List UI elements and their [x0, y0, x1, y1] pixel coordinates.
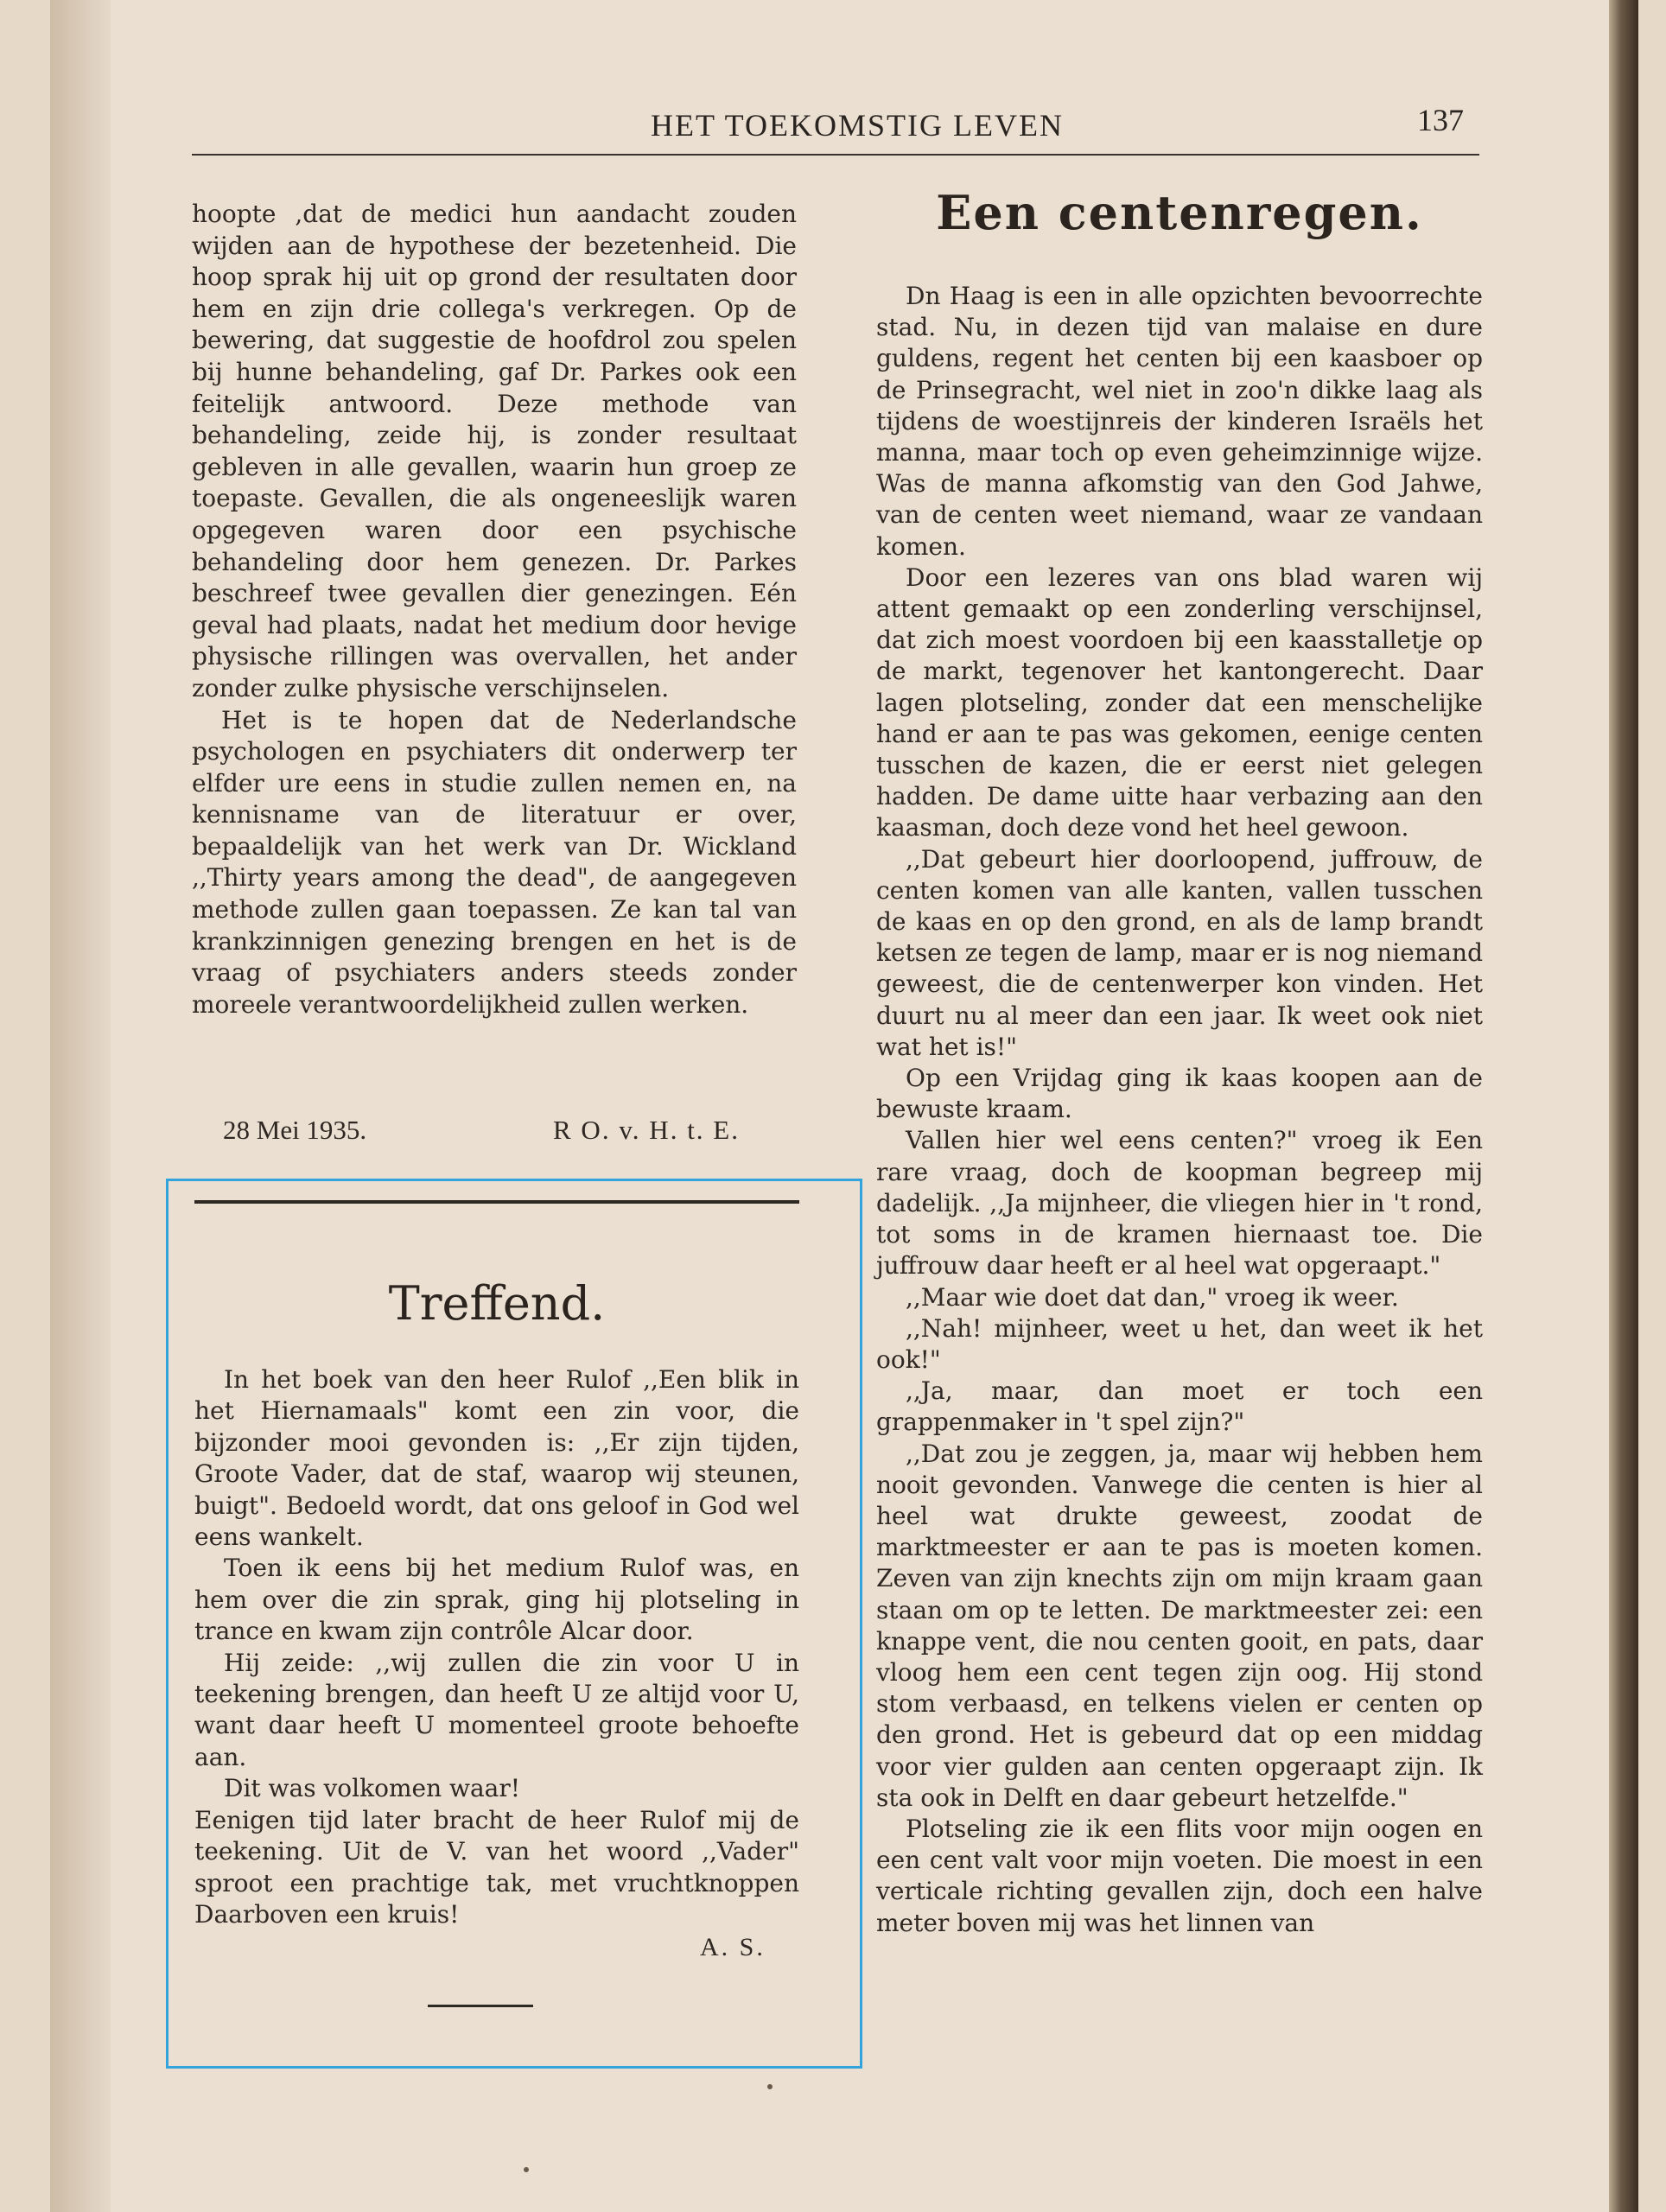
paragraph: Dit was volkomen waar!: [224, 1774, 520, 1803]
paragraph: hoopte ,dat de medici hun aandacht zouden wijden aan de hypothese der bezetenheid. Die hoop sprak hij uit op grond der resultaten door hem en zijn drie collega's verkregen. Op de bewering, dat suggestie de hoofdrol zou spelen bij hunne behandeling, gaf Dr. Parkes ook een feitelijk antwoord. Deze methode van behandeling, zeide hij, is zonder resultaat gebleven in alle gevallen, waarin hun groep ze toepaste. Gevallen, die als ongeneeslijk waren opgegeven waren door een psychische behandeling door hem genezen. Dr. Parkes beschreef twee gevallen dier genezingen. Eén geval had plaats, nadat het medium door hevige physische rillingen was overvallen, het ander zonder zulke physische verschijnselen.: [192, 200, 797, 702]
paragraph: In het boek van den heer Rulof ,,Een blik in het Hiernamaals" komt een zin voor, die bijzonder mooi gevonden is: ,,Er zijn tijden, Groote Vader, dat de staf, waarop wij steunen, buigt". Bedoeld wordt, dat ons geloof in God wel eens wankelt.: [194, 1365, 799, 1552]
article-signature: A. S.: [700, 1933, 766, 1961]
paragraph: Eenigen tijd later bracht de heer Rulof mij de teekening. Uit de V. van het woord ,,Vader" sproot een prachtige tak, met vruchtknoppen Daarboven een kruis!: [194, 1805, 799, 1929]
paragraph: Op een Vrijdag ging ik kaas koopen aan de bewuste kraam.: [876, 1064, 1483, 1124]
paragraph: Hij zeide: ,,wij zullen die zin voor U in teekening brengen, dan heeft U ze altijd voor U, want daar heeft U momenteel groote behoefte aan.: [194, 1648, 799, 1771]
book-edge: [1609, 0, 1638, 2212]
paragraph: ,,Dat gebeurt hier doorloopend, juffrouw, de centen komen van alle kanten, vallen tusschen de kaas en op den grond, en als de lamp brandt ketsen ze tegen de lamp, maar er is nog niemand geweest, die de centenwerper kon vinden. Het duurt nu al meer dan een jaar. Ik weet ook niet wat het is!": [876, 844, 1483, 1061]
paper-speck: [767, 2084, 773, 2089]
right-column-text: [876, 281, 1483, 1939]
page-number: 137: [1417, 103, 1464, 137]
paragraph: Het is te hopen dat de Nederlandsche psychologen en psychiaters dit onderwerp ter elfder ure eens in studie zullen nemen en, na kennisname van de literatuur er over, bepaaldelijk van het werk van Dr. Wickland ,,Thirty years among the dead", de aangegeven methode zullen gaan toepassen. Ze kan tal van krankzinnigen genezing brengen en het is de vraag of psychiaters anders steeds zonder moreele verantwoordelijkheid zullen werken.: [192, 705, 797, 1019]
left-column-text: [192, 199, 797, 1020]
article-body: [194, 1364, 799, 1930]
paragraph: ,,Maar wie doet dat dan," vroeg ik weer.: [906, 1282, 1399, 1312]
article-signature: R O. v. H. t. E.: [553, 1115, 740, 1145]
paragraph: Toen ik eens bij het medium Rulof was, en hem over die zin sprak, ging hij plotseling in trance en kwam zijn contrôle Alcar door.: [194, 1554, 799, 1646]
article-title: Treffend.: [388, 1276, 606, 1331]
paper-speck: [524, 2167, 529, 2172]
divider-rule: [428, 2005, 533, 2007]
binding-gutter: [50, 0, 111, 2212]
paragraph: ,,Dat zou je zeggen, ja, maar wij hebben hem nooit gevonden. Vanwege die centen is hier al heel wat drukte geweest, zoodat de marktmeester er aan te pas is moeten komen. Zeven van zijn knechts zijn om mijn kraam gaan staan om op te letten. De marktmeester zei: een knappe vent, die nou centen gooit, en pats, daar vloog hem een cent tegen zijn oog. Hij stond stom verbaasd, en telkens vielen er centen op den grond. Het is gebeurd dat op een middag voor vier gulden aan centen opgeraapt zijn. Ik sta ook in Delft en daar gebeurt hetzelfde.": [876, 1439, 1483, 1812]
article-dateline: [223, 1115, 776, 1149]
boxed-article-treffend: [166, 1179, 862, 2069]
paragraph: Plotseling zie ik een flits voor mijn oogen en een cent valt voor mijn voeten. Die moest in een verticale richting gevallen zijn, doch een halve meter boven mij was het linnen van: [876, 1814, 1483, 1937]
paragraph: Door een lezeres van ons blad waren wij attent gemaakt op een zonderling verschijnsel, dat zich moest voordoen bij een kaasstalletje op de markt, tegenover het kantongerecht. Daar lagen plotseling, zonder dat een menschelijke hand er aan te pas was gekomen, eenige centen tusschen de kazen, die er eerst niet gelegen hadden. De dame uitte haar verbazing aan den kaasman, doch deze vond het heel gewoon.: [876, 563, 1483, 842]
paragraph: ,,Nah! mijnheer, weet u het, dan weet ik het ook!": [876, 1313, 1483, 1374]
page-header: [192, 102, 1479, 156]
paragraph: Dn Haag is een in alle opzichten bevoorrechte stad. Nu, in dezen tijd van malaise en dure guldens, regent het centen bij een kaasboer op de Prinsegracht, wel niet in zoo'n dikke laag als tijdens de woestijnreis der kinderen Israëls het manna, maar toch op even geheimzinnige wijze. Was de manna afkomstig van den God Jahwe, van de centen weet niemand, waar ze vandaan komen.: [876, 282, 1483, 561]
article-date: 28 Mei 1935.: [223, 1115, 367, 1145]
paragraph: Vallen hier wel eens centen?" vroeg ik Een rare vraag, doch de koopman begreep mij dadelijk. ,,Ja mijnheer, die vliegen hier in 't rond, tot soms in de kramen hiernaast toe. Die juffrouw daar heeft er al heel wat opgeraapt.": [876, 1126, 1483, 1281]
divider-rule: [194, 1200, 799, 1204]
article-title: Een centenregen.: [936, 185, 1423, 240]
running-title: HET TOEKOMSTIG LEVEN: [651, 108, 1064, 143]
paragraph: ,,Ja, maar, dan moet er toch een grappenmaker in 't spel zijn?": [876, 1376, 1483, 1437]
